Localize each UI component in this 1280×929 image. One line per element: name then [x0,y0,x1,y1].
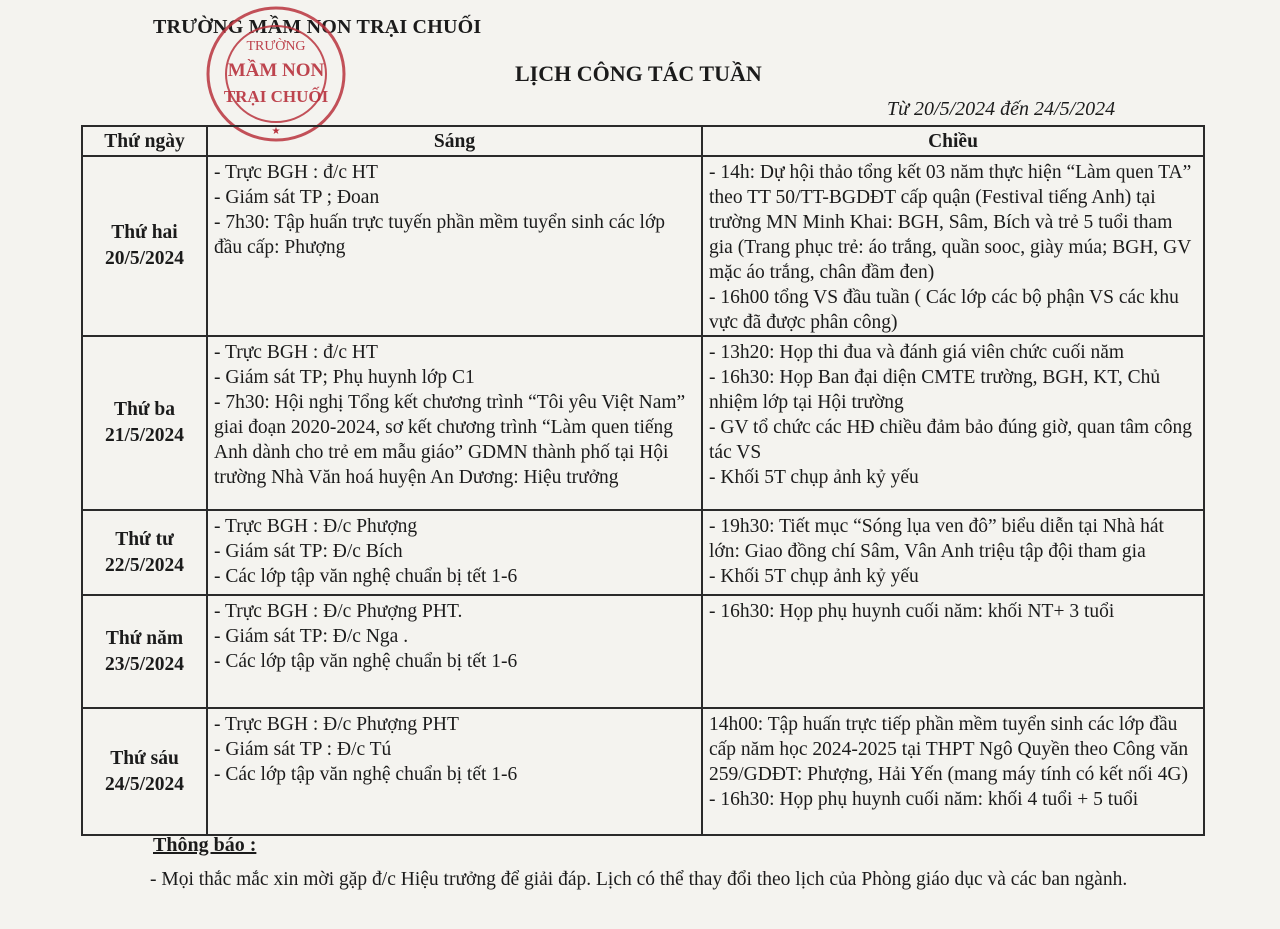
morning-item: - Giám sát TP : Đ/c Tú [214,739,392,760]
afternoon-cell [702,510,1204,595]
day-date: 22/5/2024 [104,554,185,576]
day-cell [82,156,207,336]
afternoon-item: - 16h30: Họp phụ huynh cuối năm: khối NT+ 3 tuổi [709,601,1115,622]
day-date: 20/5/2024 [104,248,185,269]
afternoon-item: 14h00: Tập huấn trực tiếp phần mềm tuyển sinh các lớp đầu cấp năm học 2024-2025 tại THPT Ngô Quyền theo Công văn 259/GDĐT: Phượng, Hải Yến (mang máy tính có kết nối 4G) [709,714,1189,785]
day-name: Thứ hai [111,222,178,243]
table-header-row [82,126,1204,156]
afternoon-item: - GV tổ chức các HĐ chiều đảm bảo đúng giờ, quan tâm công tác VS [709,417,1192,463]
morning-item: - Trực BGH : Đ/c Phượng [214,516,418,537]
morning-item: - Giám sát TP: Đ/c Nga . [214,626,409,647]
day-name: Thứ ba [113,399,176,420]
morning-item: - 7h30: Tập huấn trực tuyến phần mềm tuyển sinh các lớp đầu cấp: Phượng [214,212,666,258]
stamp-star-icon: ★ [271,126,281,137]
stamp-line-2: MẦM NON [227,60,325,81]
day-date: 23/5/2024 [104,653,185,675]
morning-item: - Các lớp tập văn nghệ chuẩn bị tết 1-6 [214,764,518,785]
stamp-line-3: TRẠI CHUỐI [223,87,329,106]
schedule-table [81,125,1205,836]
day-cell [82,595,207,708]
day-name: Thứ tư [115,528,174,550]
afternoon-item: - 16h30: Họp phụ huynh cuối năm: khối 4 tuổi + 5 tuổi [709,789,1139,810]
morning-item: - Giám sát TP ; Đoan [214,187,380,208]
day-cell [82,336,207,510]
notice-text: - Mọi thắc mắc xin mời gặp đ/c Hiệu trưởng để giải đáp. Lịch có thể thay đổi theo lịch của Phòng giáo dục và các ban ngành. [150,869,1128,890]
day-name: Thứ năm [105,627,184,649]
afternoon-cell [702,336,1204,510]
header-morning: Sáng [207,126,702,156]
day-cell [82,510,207,595]
afternoon-item: - 13h20: Họp thi đua và đánh giá viên chức cuối năm [709,342,1125,363]
morning-item: - Các lớp tập văn nghệ chuẩn bị tết 1-6 [214,651,518,672]
afternoon-cell [702,156,1204,336]
morning-item: - Trực BGH : đ/c HT [214,162,378,183]
table-row [82,510,1204,595]
table-row [82,336,1204,510]
afternoon-item: - 16h00 tổng VS đầu tuần ( Các lớp các bộ phận VS các khu vực đã được phân công) [709,287,1179,333]
afternoon-cell [702,708,1204,835]
morning-item: - Các lớp tập văn nghệ chuẩn bị tết 1-6 [214,566,518,587]
morning-item: - 7h30: Hội nghị Tổng kết chương trình “Tôi yêu Việt Nam” giai đoạn 2020-2024, sơ kết chương trình “Làm quen tiếng Anh dành cho trẻ em mẫu giáo” GDMN thành phố tại Hội trường Nhà Văn hoá huyện An Dương: Hiệu trưởng [214,392,686,488]
afternoon-item: - 16h30: Họp Ban đại diện CMTE trường, BGH, KT, Chủ nhiệm lớp tại Hội trường [709,367,1161,413]
table-row [82,595,1204,708]
day-date: 21/5/2024 [104,425,185,446]
afternoon-item: - Khối 5T chụp ảnh kỷ yếu [709,467,919,488]
afternoon-item: - 14h: Dự hội thảo tổng kết 03 năm thực hiện “Làm quen TA” theo TT 50/TT-BGDĐT cấp quận (Festival tiếng Anh) tại trường MN Minh Khai: BGH, Sâm, Bích và trẻ 5 tuổi tham gia (Trang phục trẻ: áo trắng, quần sooc, giày múa; BGH, GV mặc áo trắng, chân đầm đen) [709,162,1192,283]
date-range: Từ 20/5/2024 đến 24/5/2024 [887,98,1116,120]
morning-cell [207,708,702,835]
school-name: TRƯỜNG MẦM NON TRẠI CHUỐI [153,16,482,38]
page-title: LỊCH CÔNG TÁC TUẦN [515,61,762,86]
morning-cell [207,336,702,510]
day-cell [82,708,207,835]
morning-item: - Giám sát TP: Đ/c Bích [214,541,403,562]
header-day: Thứ ngày [82,126,207,156]
morning-item: - Trực BGH : Đ/c Phượng PHT [214,714,459,735]
table-row [82,708,1204,835]
stamp-line-1: TRƯỜNG [246,39,306,54]
morning-item: - Trực BGH : Đ/c Phượng PHT. [214,601,463,622]
morning-cell [207,595,702,708]
afternoon-cell [702,595,1204,708]
morning-cell [207,510,702,595]
morning-item: - Trực BGH : đ/c HT [214,342,378,363]
notice-heading: Thông báo : [153,834,257,856]
afternoon-item: - Khối 5T chụp ảnh kỷ yếu [709,566,919,587]
morning-cell [207,156,702,336]
morning-item: - Giám sát TP; Phụ huynh lớp C1 [214,367,475,388]
header-afternoon: Chiều [702,126,1204,156]
day-name: Thứ sáu [110,747,179,769]
table-row [82,156,1204,336]
afternoon-item: - 19h30: Tiết mục “Sóng lụa ven đô” biểu diễn tại Nhà hát lớn: Giao đồng chí Sâm, Vân Anh triệu tập đội tham gia [709,516,1164,562]
day-date: 24/5/2024 [104,773,185,795]
